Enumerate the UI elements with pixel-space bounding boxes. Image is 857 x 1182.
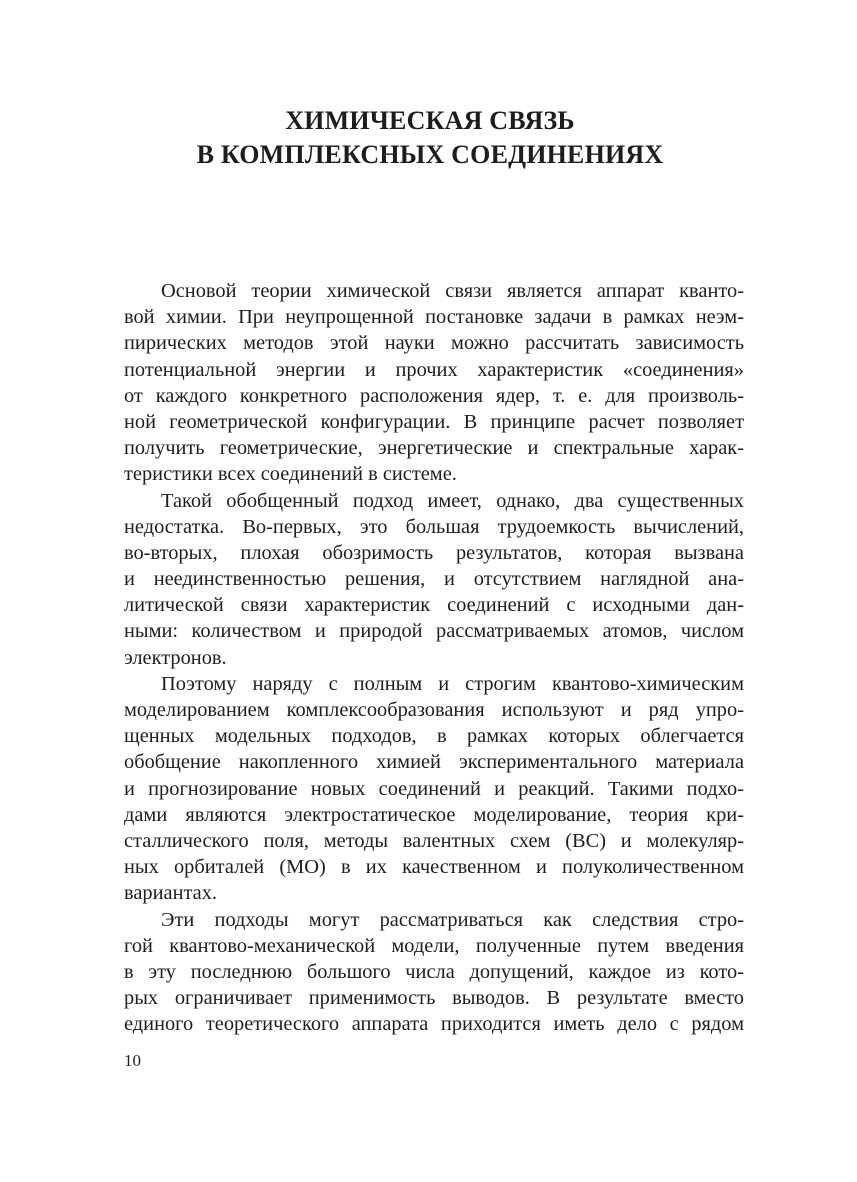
text-line: ными: количеством и природой рассматриваемых атомов, числом (124, 620, 744, 643)
paragraph-1 (124, 278, 744, 488)
text-line: получить геометрические, энергетические и спектральные харак- (124, 437, 744, 460)
text-line: литической связи характеристик соединений с исходными дан- (124, 594, 744, 617)
text-line: обобщение накопленного химией экспериментального материала (124, 751, 744, 774)
text-line: от каждого конкретного расположения ядер, т. е. для произволь- (124, 384, 744, 407)
text-line: моделированием комплексообразования используют и ряд упро- (124, 699, 744, 721)
text-line: в эту последнюю большого числа допущений, каждое из кото- (124, 960, 744, 983)
chapter-heading-line-1: ХИМИЧЕСКАЯ СВЯЗЬ (285, 106, 575, 135)
text-line: электронов. (124, 646, 227, 669)
page-number: 10 (124, 1051, 141, 1070)
text-line: сталлического поля, методы валентных схем (ВС) и молекуляр- (124, 829, 744, 852)
text-line: пирических методов этой науки можно рассчитать зависимость (124, 332, 744, 355)
text-line: недостатка. Во-первых, это большая трудоемкость вычислений, (124, 515, 744, 538)
text-line: единого теоретического аппарата приходится иметь дело с рядом (124, 1013, 744, 1036)
text-line: потенциальной энергии и прочих характеристик «соединения» (124, 358, 744, 381)
text-line: вариантах. (124, 882, 217, 905)
text-line: рых ограничивает применимость выводов. В результате вместо (124, 987, 744, 1010)
chapter-heading (120, 104, 740, 172)
text-line: и неединственностью решения, и отсутствием наглядной ана- (124, 568, 744, 591)
text-line: ных орбиталей (МО) в их качественном и полуколичественном (124, 856, 744, 879)
text-line: во-вторых, плохая обозримость результатов, которая вызвана (124, 541, 744, 564)
text-line: вой химии. При неупрощенной постановке задачи в рамках неэм- (124, 306, 744, 329)
text-line: Поэтому наряду с полным и строгим квантово-химическим (161, 672, 744, 695)
paragraph-4 (124, 907, 744, 1038)
text-line: гой квантово-механической модели, полученные путем введения (124, 934, 744, 957)
chapter-heading-line-2: В КОМПЛЕКСНЫХ СОЕДИНЕНИЯХ (196, 140, 664, 169)
text-line: щенных модельных подходов, в рамках которых облегчается (124, 725, 744, 748)
body-text (124, 278, 744, 1037)
paragraph-2 (124, 488, 744, 671)
text-line: дами являются электростатическое моделирование, теория кри- (124, 803, 744, 826)
text-line: Эти подходы могут рассматриваться как следствия стро- (161, 908, 744, 931)
text-line: и прогнозирование новых соединений и реакций. Такими подхо- (124, 777, 744, 800)
text-line: теристики всех соединений в системе. (124, 463, 457, 486)
paragraph-3 (124, 671, 744, 907)
text-line: Такой обобщенный подход имеет, однако, два существенных (161, 489, 744, 512)
text-line: Основой теории химической связи является аппарат кванто- (161, 280, 744, 302)
text-line: ной геометрической конфигурации. В принципе расчет позволяет (124, 410, 744, 433)
